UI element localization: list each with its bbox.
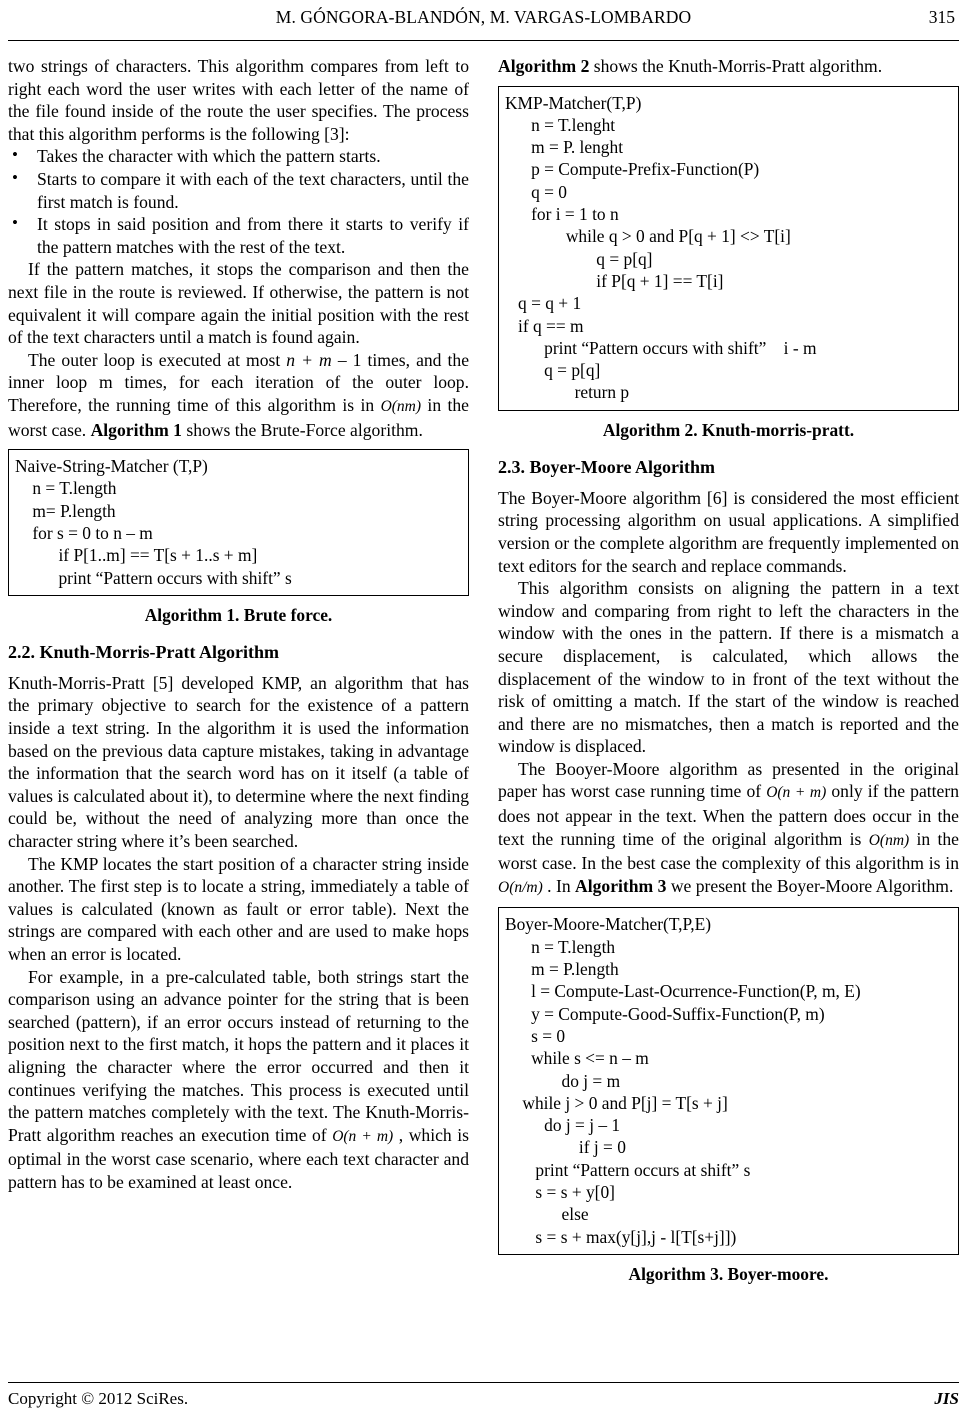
math-inline-o-n-over-m: O(n/m) [498, 878, 543, 896]
section-heading-2-3: 2.3. Boyer-Moore Algorithm [498, 456, 715, 477]
code-line: q = p[q] [505, 248, 653, 269]
paragraph-complexity-brute-force [8, 349, 469, 441]
code-line: Naive-String-Matcher (T,P) [15, 456, 208, 477]
code-line: while s <= n – m [505, 1048, 649, 1069]
text-run: The Booyer-Moore algorithm as presented in the original paper has worst case running time of [498, 758, 959, 802]
algorithm-3-caption: Algorithm 3. Boyer-moore. [628, 1263, 829, 1284]
right-column [498, 55, 959, 1285]
paragraph-algorithm-2-intro [498, 55, 959, 78]
code-line: q = p[q] [505, 360, 601, 381]
paragraph-kmp-example [8, 966, 469, 1194]
code-line: l = Compute-Last-Ocurrence-Function(P, m, E) [505, 981, 861, 1002]
code-line: m = P. lenght [505, 137, 624, 158]
paragraph-continuation: two strings of characters. This algorithm compares from left to right each word the user writes with each letter of the name of the file found inside of the route the user specifies. The process that this algorithm performs is the following [3]: [8, 56, 469, 144]
text-run: shows the Brute-Force algorithm. [181, 419, 423, 440]
paragraph-boyer-moore-complexity [498, 758, 959, 900]
algorithm-2-reference: Algorithm 2 [498, 56, 590, 76]
list-item: • It stops in said position and from there it starts to verify if the pattern matches with the rest of the text. [8, 213, 469, 258]
code-line: while j > 0 and P[j] = T[s + j] [505, 1092, 728, 1113]
header-rule [8, 40, 959, 41]
paragraph-kmp-locate: The KMP locates the start position of a character string inside another. The first step is to locate a string, immediately a table of values is calculated (known as fault or error table). Next the strings are compared with each other and are used to make hops when an error is located. [8, 853, 469, 964]
algorithm-2-caption: Algorithm 2. Knuth-morris-pratt. [602, 419, 855, 440]
code-line: q = q + 1 [505, 293, 582, 314]
algorithm-2-box [498, 86, 959, 411]
page-footer [8, 1382, 959, 1409]
code-line: if P[1..m] == T[s + 1..s + m] [15, 545, 258, 566]
math-inline-n-plus-m: n + m [286, 349, 332, 370]
text-run: only if the pattern does not appear in the text. When the pattern does occur in the text the running time of the original algorithm is [498, 781, 959, 849]
code-line: KMP-Matcher(T,P) [505, 92, 642, 113]
code-line: n = T.length [505, 936, 616, 957]
code-line: p = Compute-Prefix-Function(P) [505, 159, 760, 180]
math-inline-o-n-plus-m: O(n + m) [332, 1127, 394, 1145]
code-line: m = P.length [505, 959, 619, 980]
code-line: Boyer-Moore-Matcher(T,P,E) [505, 914, 712, 935]
math-inline-o-n-plus-m: O(n + m) [766, 784, 827, 802]
algorithm-1-reference: Algorithm 1 [90, 419, 182, 440]
code-line: if P[q + 1] == T[i] [505, 270, 724, 291]
document-page [0, 7, 967, 1425]
code-line: for s = 0 to n – m [15, 522, 153, 543]
code-line: n = T.lenght [505, 114, 616, 135]
code-line: y = Compute-Good-Suffix-Function(P, m) [505, 1003, 825, 1024]
code-line: else [505, 1204, 589, 1225]
algorithm-1-box [8, 449, 469, 596]
section-heading-2-2: 2.2. Knuth-Morris-Pratt Algorithm [8, 641, 279, 662]
code-line: if j = 0 [505, 1137, 626, 1158]
page-header [8, 7, 959, 37]
two-column-body [8, 55, 959, 1285]
copyright-text: Copyright © 2012 SciRes. [8, 1389, 189, 1408]
code-line: print “Pattern occurs at shift” s [505, 1159, 751, 1180]
code-line: s = 0 [505, 1025, 566, 1046]
code-line: for i = 1 to n [505, 204, 619, 225]
paragraph-kmp-overview: Knuth-Morris-Pratt [5] developed KMP, an algorithm that has the primary objective to search for the existence of a pattern inside a text string. In the algorithm it is used the information based on the previous data capture mistakes, taking in advantage the information that the search word has on it itself (a table of values is calculated about it), to determine where the next finding could be, without the need of analyzing more than once the character string where it’s been searched. [8, 672, 469, 852]
running-title: M. GÓNGORA-BLANDÓN, M. VARGAS-LOMBARDO [275, 7, 692, 27]
text-run: For example, in a pre-calculated table, both strings start the comparison using an advance pointer for the string that is been searched (pattern), if an error occurs instead of returning to the position next to the first match, it hops the pattern and it places it aligning the character where the error occurred and then it continues verifying the matches. This process is executed until the pattern matches completely with the text. The Knuth-Morris-Pratt algorithm reaches an execution time of [8, 966, 469, 1145]
text-run: The outer loop is executed at most [28, 349, 287, 370]
text-run: – 1 times, and the inner loop m times, for each iteration of the outer loop. Therefore, the running time of this algorithm is in [8, 349, 470, 415]
algorithm-1-caption: Algorithm 1. Brute force. [144, 604, 333, 625]
algorithm-3-reference: Algorithm 3 [575, 875, 667, 896]
journal-abbreviation: JIS [934, 1389, 959, 1408]
paragraph-match-behaviour: If the pattern matches, it stops the comparison and then the next file in the route is reviewed. If otherwise, the pattern is not equivalent it will compare again the initial position with the rest of the text characters until a match is found again. [8, 259, 469, 348]
text-run: , which is optimal in the worst case scenario, where each text character and pattern has to be examined at least once. [8, 1124, 470, 1192]
paragraph-boyer-moore-overview: The Boyer-Moore algorithm [6] is considered the most efficient string processing algorithm on usual applications. A simplified version or the complete algorithm are frequently implemented on text editors for the search and replace commands. [498, 487, 959, 576]
footer-rule [8, 1382, 959, 1383]
code-line: while q > 0 and P[q + 1] <> T[i] [505, 226, 791, 247]
code-line: print “Pattern occurs with shift” s [15, 567, 292, 588]
code-line: print “Pattern occurs with shift” i - m [505, 337, 817, 358]
text-run: in the worst case. In the best case the complexity of this algorithm is in [498, 828, 959, 874]
text-run: . In [542, 875, 576, 896]
list-item: • Takes the character with which the pattern starts. [8, 145, 469, 168]
process-bullet-list [8, 145, 469, 258]
math-inline-o-nm: O(nm) [380, 397, 422, 415]
code-line: s = s + max(y[j],j - l[T[s+j]]) [505, 1226, 737, 1247]
code-line: q = 0 [505, 181, 567, 202]
code-line: if q == m [505, 315, 584, 336]
footer-row [8, 1389, 959, 1409]
page-number: 315 [928, 7, 955, 27]
code-line: s = s + y[0] [505, 1182, 615, 1202]
code-line: n = T.length [15, 478, 117, 499]
left-column [8, 55, 469, 1285]
code-line: do j = j – 1 [505, 1115, 621, 1136]
text-run: in the worst case. [8, 394, 469, 440]
text-run: shows the Knuth-Morris-Pratt algorithm. [589, 56, 883, 76]
text-run: we present the Boyer-Moore Algorithm. [666, 875, 954, 896]
code-line: return p [505, 382, 630, 403]
code-line: m= P.length [15, 500, 116, 521]
list-item: • Starts to compare it with each of the text characters, until the first match is found. [8, 168, 469, 213]
code-line: do j = m [505, 1070, 621, 1091]
math-inline-o-nm: O(nm) [868, 831, 910, 849]
paragraph-boyer-moore-mechanism: This algorithm consists on aligning the pattern in a text window and comparing from right to left the characters in the window with the ones in the pattern. If there is a mismatch a secure displacement, is calculated, which allows the displacement of the window to in front of the text without the risk of omitting a match. If the start of the window is reached and there are no mismatches, then a match is reported and the window is displaced. [498, 578, 959, 757]
algorithm-3-box [498, 907, 959, 1254]
